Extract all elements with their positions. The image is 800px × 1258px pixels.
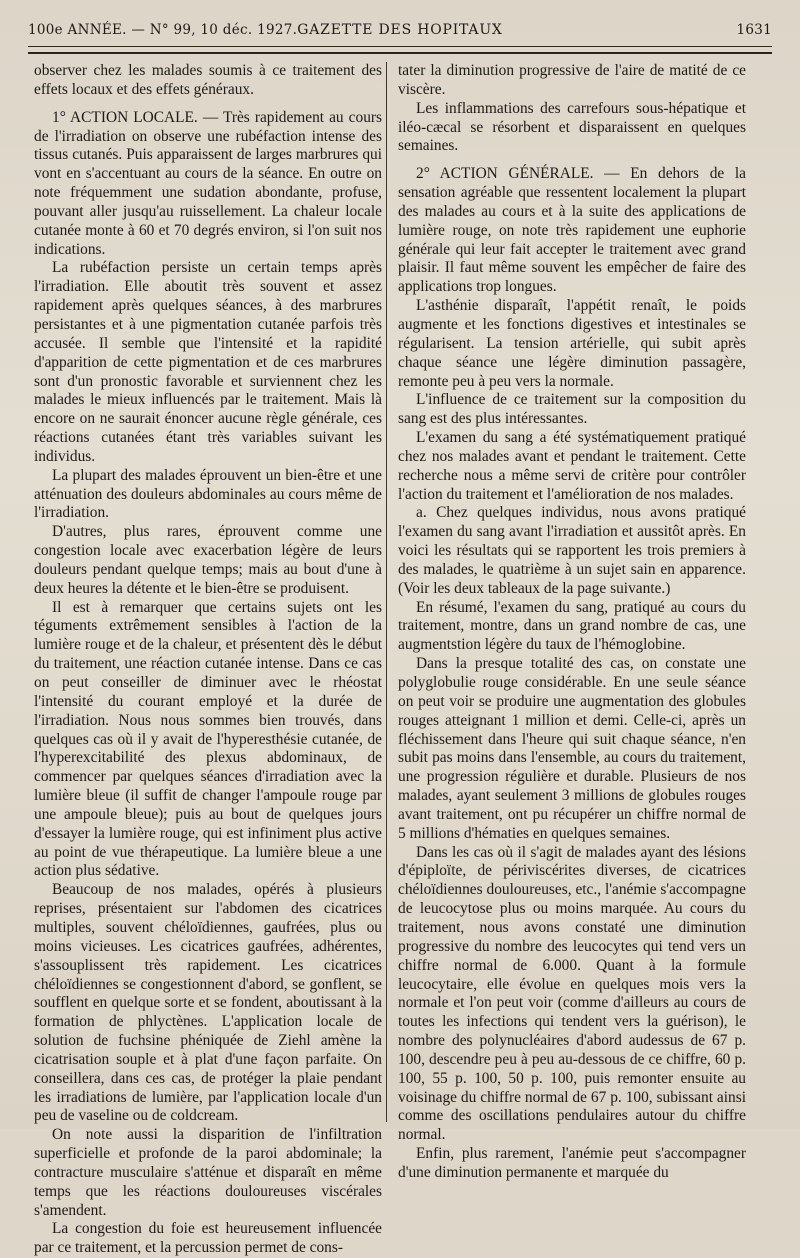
right-column: [398, 62, 746, 1183]
issue-info: 100e ANNÉE. — N° 99, 10 déc. 1927.: [28, 22, 298, 38]
paragraph: Beaucoup de nos malades, opérés à plusieurs reprises, présentaient sur l'abdomen des cicatrices multiples, souvent chéloïdiennes, gaufrées, plus ou moins vicieuses. Les cicatrices gaufrées, adhérentes, s'assouplissent très rapidement. Les cicatrices chéloïdiennes se congestionnent d'abord, se gonflent, se soufflent en quelque sorte et se fondent, aboutissant à la formation de phlyctènes. L'application locale de solution de fuchsine phéniquée de Ziehl amène la cicatrisation souple et à plat d'une façon parfaite. On conseillera, dans ces cas, de protéger la plaie pendant les irradiations de lumière, par l'application locale d'un peu de vaseline ou de coldcream.: [34, 881, 382, 1125]
paragraph: tater la diminution progressive de l'aire de matité de ce viscère.: [398, 62, 746, 98]
paragraph: Dans les cas où il s'agit de malades ayant des lésions d'épiploïte, de périviscérites diverses, de cicatrices chéloïdiennes douloureuses, etc., l'anémie s'accompagne de leucocytose plus ou moins marquée. Au cours du traitement, nous avons constaté une diminution progressive du nombre des leucocytes qui tend vers un chiffre normal de 6.000. Quant à la formule leucocytaire, elle évolue en quelques mois vers la normale et l'on peut voir (comme d'ailleurs au cours de toutes les infections qui tendent vers la guérison), le nombre des polynucléaires d'abord audessus de 67 p. 100, descendre peu à peu au-dessous de ce chiffre, 60 p. 100, 55 p. 100, 50 p. 100, puis remonter ensuite au voisinage du chiffre normal de 67 p. 100, subissant ainsi comme des oscillations pendulaires autour du chiffre normal.: [398, 843, 746, 1144]
running-header: [28, 22, 772, 46]
paragraph: Dans la presque totalité des cas, on constate une polyglobulie rouge considérable. En une seule séance on peut voir se produire une augmentation des globules rouges atteignant 1 million et demi. Celle-ci, après un fléchissement dans l'heure qui suit chaque séance, n'en subit pas moins dans l'ensemble, au cours du traitement, une progression régulière et durable. Plusieurs de nos malades, ayant seulement 3 millions de globules rouges avant traitement, ont pu récupérer un chiffre normal de 5 millions d'hématies en quelques semaines.: [398, 655, 746, 842]
paragraph: Il est à remarquer que certains sujets ont les téguments extrêmement sensibles à l'action de la lumière rouge et de la chaleur, et présentent dès le début du traitement, une réaction cutanée intense. Dans ce cas on peut conseiller de diminuer avec le rhéostat l'intensité du courant employé et la durée de l'irradiation. Nous nous sommes bien trouvés, dans quelques cas où il y avait de l'hyperesthésie cutanée, de l'hyperexcitabilité des plexus abdominaux, de commencer par quelques séances d'irradiation avec la lumière bleue (il suffit de changer l'ampoule rouge par une ampoule bleue); puis au bout de quelques jours d'essayer la lumière rouge, qui est infiniment plus active au point de vue thérapeutique. La lumière bleue a une action plus sédative.: [34, 598, 382, 880]
paragraph: L'examen du sang a été systématiquement pratiqué chez nos malades avant et pendant le traitement. Cette recherche nous a même servi de critère pour contrôler l'action du traitement et l'amélioration de nos malades.: [398, 429, 746, 503]
paragraph: observer chez les malades soumis à ce traitement des effets locaux et des effets généraux.: [34, 62, 382, 98]
paragraph: Enfin, plus rarement, l'anémie peut s'accompagner d'une diminution permanente et marquée du: [398, 1145, 746, 1181]
header-rule: [28, 46, 772, 47]
paragraph: La rubéfaction persiste un certain temps après l'irradiation. Elle aboutit très souvent et assez rapidement après quelques séances, à des marbrures persistantes et à une pigmentation cutanée parfois très accusée. Il semble que l'intensité et la rapidité d'apparition de cette pigmentation et de ces marbrures sont d'un pronostic favorable et surviennent chez les malades le mieux influencés par le traitement. Mais là encore on ne saurait énoncer aucune règle générale, ces réactions cutanées étant très variables suivant les individus.: [34, 259, 382, 465]
paragraph: a. Chez quelques individus, nous avons pratiqué l'examen du sang avant l'irradiation et aussitôt après. En voici les résultats qui se rapportent les trois premiers à des malades, le quatrième à un sujet sain en apparence. (Voir les deux tableaux de la page suivante.): [398, 504, 746, 597]
column-divider: [386, 62, 387, 1122]
page-number: 1631: [736, 22, 772, 38]
paragraph: 2° ACTION GÉNÉRALE. — En dehors de la sensation agréable que ressentent localement la plupart des malades au cours et à la suite des applications de lumière rouge, on note très rapidement une euphorie générale qui leur fait accepter le traitement avec grand plaisir. Il faut même souvent les empêcher de faire des applications trop longues.: [398, 165, 746, 296]
left-column: [34, 62, 382, 1258]
paragraph: La plupart des malades éprouvent un bien-être et une atténuation des douleurs abdominales au cours même de l'irradiation.: [34, 466, 382, 522]
journal-title: GAZETTE DES HOPITAUX: [297, 22, 503, 38]
paragraph: On note aussi la disparition de l'infiltration superficielle et profonde de la paroi abdominale; la contracture musculaire s'atténue et disparaît en même temps que les réactions douloureuses viscérales s'amendent.: [34, 1126, 382, 1219]
paragraph: L'asthénie disparaît, l'appétit renaît, le poids augmente et les fonctions digestives et intestinales se régularisent. La tension artérielle, qui subit après chaque séance une légère diminution passagère, remonte peu à peu vers la normale.: [398, 297, 746, 390]
paragraph: 1° ACTION LOCALE. — Très rapidement au cours de l'irradiation on observe une rubéfaction intense des tissus cutanés. Puis apparaissent de larges marbrures qui vont en s'accentuant au cours de la séance. En outre on note fréquemment une sudation abondante, profuse, pouvant aller jusqu'au ruissellement. La chaleur locale cutanée monte à 60 et 70 degrés environ, si l'on suit nos indications.: [34, 108, 382, 258]
paragraph: D'autres, plus rares, éprouvent comme une congestion locale avec exacerbation légère de leurs douleurs pendant quelque temps; mais au bout d'une à deux heures la détente et le bien-être se produisent.: [34, 523, 382, 597]
header-rule-double: [28, 52, 772, 54]
paragraph: Les inflammations des carrefours sous-hépatique et iléo-cæcal se résorbent et disparaissent en quelques semaines.: [398, 99, 746, 155]
paragraph: La congestion du foie est heureusement influencée par ce traitement, et la percussion permet de cons-: [34, 1220, 382, 1257]
paragraph: En résumé, l'examen du sang, pratiqué au cours du traitement, montre, dans un grand nombre de cas, une augmentstion légère du taux de l'hémoglobine.: [398, 598, 746, 654]
paragraph: L'influence de ce traitement sur la composition du sang est des plus intéressantes.: [398, 391, 746, 428]
